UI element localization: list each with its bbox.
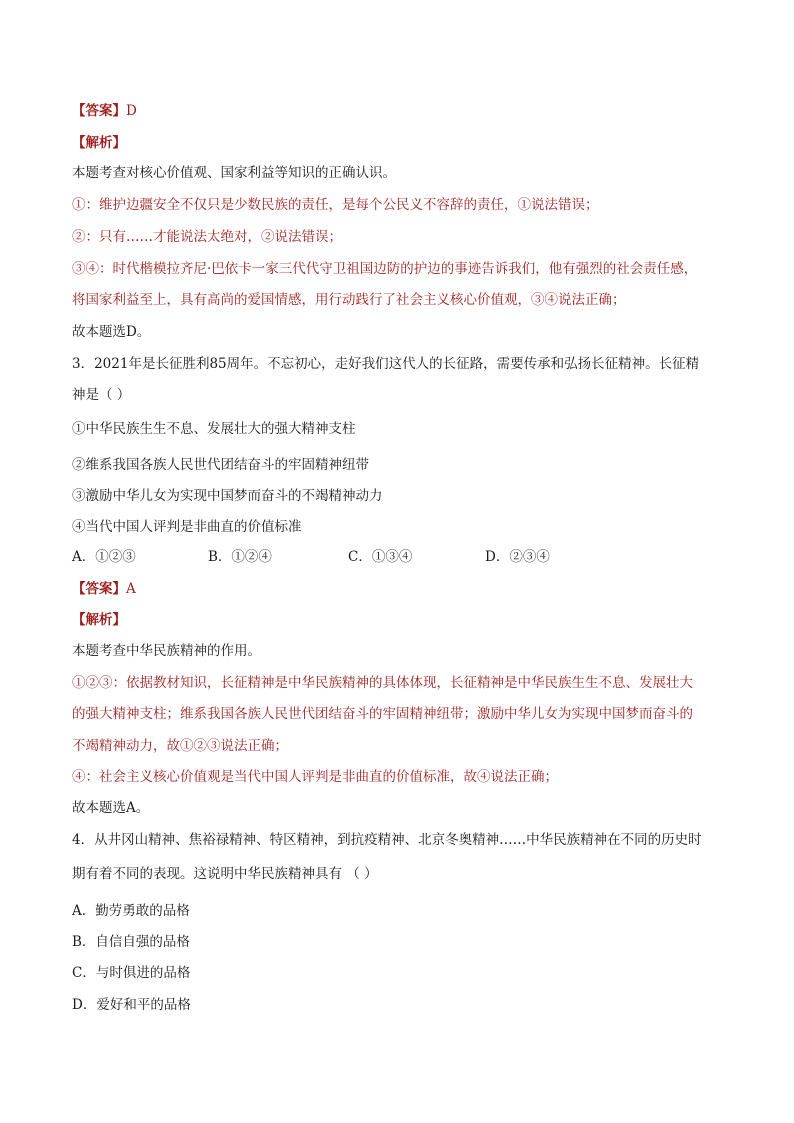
q3-item-2: ②维系我国各族人民世代团结奋斗的牢固精神纽带	[72, 457, 369, 473]
analysis-tag: 【解析】	[72, 135, 126, 151]
answer-value: D	[126, 103, 137, 119]
q3-analysis-line2: ④：社会主义核心价值观是当代中国人评判是非曲直的价值标准，故④说法正确；	[72, 769, 558, 785]
q3-option-b: B．①②④	[208, 549, 272, 565]
q4-stem-a: 4．从井冈山精神、焦裕禄精神、特区精神，到抗疫精神、北京冬奥精神……中华民族精神在不同的历史时	[72, 832, 702, 848]
analysis-tag: 【解析】	[72, 612, 126, 628]
q4-option-a: A．勤劳勇敢的品格	[72, 903, 190, 919]
q2-conclusion: 故本题选D。	[72, 324, 151, 340]
q3-analysis-line1a: ①②③：依据教材知识，长征精神是中华民族精神的具体体现，长征精神是中华民族生生不息、发展壮大	[72, 675, 693, 691]
q3-analysis-line1c: 不竭精神动力，故①②③说法正确；	[72, 738, 288, 754]
q3-analysis-tag-line	[72, 610, 734, 630]
q3-option-d: D．②③④	[485, 549, 550, 565]
q3-option-c: C．①③④	[348, 549, 413, 565]
q2-analysis-intro: 本题考查对核心价值观、国家利益等知识的正确认识。	[72, 165, 396, 181]
q4-option-c: C．与时俱进的品格	[72, 965, 191, 981]
q3-analysis-line1b: 的强大精神支柱；维系我国各族人民世代团结奋斗的牢固精神纽带；激励中华儿女为实现中国梦而奋斗的	[72, 706, 693, 722]
q4-option-b: B．自信自强的品格	[72, 934, 190, 950]
q3-answer-line	[72, 579, 734, 599]
q2-analysis-tag-line	[72, 133, 734, 153]
answer-tag: 【答案】	[72, 581, 126, 597]
q3-item-3: ③激励中华儿女为实现中国梦而奋斗的不竭精神动力	[72, 488, 383, 504]
q2-analysis-line3a: ③④：时代楷模拉齐尼·巴依卡一家三代代守卫祖国边防的护边的事迹告诉我们，他有强烈的社会责任感，	[72, 261, 698, 277]
q4-stem-b: 期有着不同的表现。这说明中华民族精神具有 （ ）	[72, 866, 378, 882]
q3-stem-b: 神是（ ）	[72, 387, 131, 403]
q3-item-4: ④当代中国人评判是非曲直的价值标准	[72, 519, 302, 535]
q3-stem-a: 3．2021年是长征胜利85周年。不忘初心，走好我们这代人的长征路，需要传承和弘扬长征精神。长征精	[72, 356, 700, 372]
q2-analysis-line3b: 将国家利益至上，具有高尚的爱国情感，用行动践行了社会主义核心价值观，③④说法正确；	[72, 292, 626, 308]
q2-analysis-line2: ②：只有……才能说法太绝对，②说法错误；	[72, 229, 342, 245]
q4-option-d: D．爱好和平的品格	[72, 997, 191, 1013]
answer-value: A	[126, 581, 136, 597]
q3-option-a: A．①②③	[72, 549, 136, 565]
q3-analysis-intro: 本题考查中华民族精神的作用。	[72, 643, 261, 659]
q3-conclusion: 故本题选A。	[72, 800, 150, 816]
q2-answer-line	[72, 101, 734, 121]
q2-analysis-line1: ①：维护边疆安全不仅只是少数民族的责任，是每个公民义不容辞的责任，①说法错误；	[72, 197, 599, 213]
q3-item-1: ①中华民族生生不息、发展壮大的强大精神支柱	[72, 421, 356, 437]
answer-tag: 【答案】	[72, 103, 126, 119]
